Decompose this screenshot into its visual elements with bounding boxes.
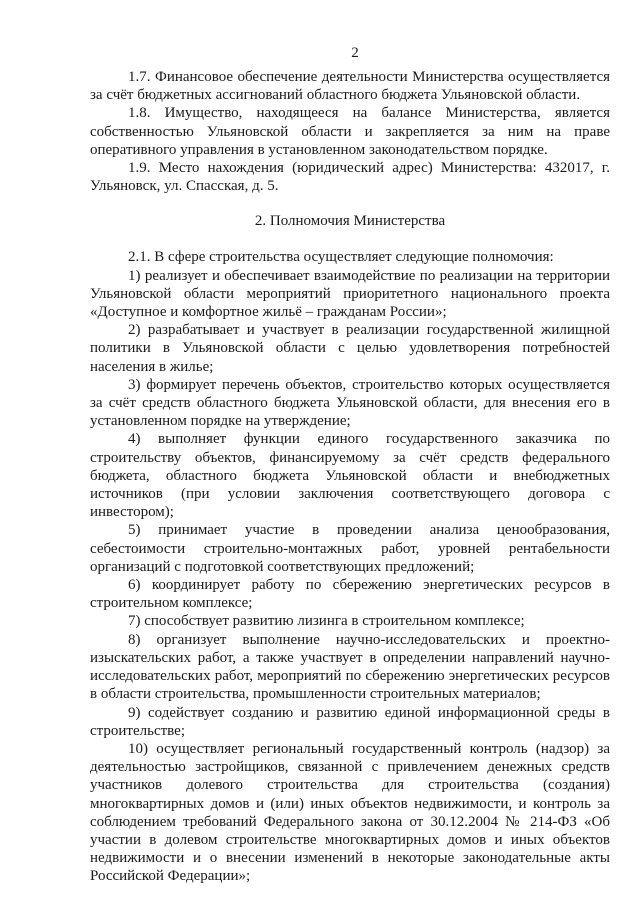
paragraph-2-1: 2.1. В сфере строительства осуществляет следующие полномочия: (128, 249, 554, 266)
list-item-10: 10) осуществляет региональный государственный контроль (надзор) за деятельностью застройщиков, связанной с привлечением денежных средств участников долевого строительства для строительства (создания) многоквартирных домов и (или) иных объектов недвижимости, и контроль за соблюдением требований Федерального закона от 30.12.2004 № 214-ФЗ «Об участии в долевом строительстве многоквартирных домов и иных объектов недвижимости и о внесении изменений в некоторые законодательные акты Российской Федерации»; (90, 740, 610, 885)
paragraph-1-9: 1.9. Место нахождения (юридический адрес) Министерства: 432017, г. Ульяновск, ул. Спасская, д. 5. (90, 160, 610, 195)
list-item-9: 9) содействует созданию и развитию единой информационной среды в строительстве; (90, 704, 610, 739)
list-item-7: 7) способствует развитию лизинга в строительном комплексе; (128, 613, 525, 630)
section-powers (90, 248, 610, 885)
list-item-4: 4) выполняет функции единого государственного заказчика по строительству объектов, финансируемому за счёт средств федерального бюджета, областного бюджета Ульяновской области и внебюджетных источников (при условии заключения соответствующего договора с инвестором); (90, 431, 610, 521)
list-item-1: 1) реализует и обеспечивает взаимодействие по реализации на территории Ульяновской области мероприятий приоритетного национального проекта «Доступное и комфортное жильё – гражданам России»; (90, 267, 610, 321)
list-item-2: 2) разрабатывает и участвует в реализации государственной жилищной политики в Ульяновской области с целью удовлетворения потребностей населения в жилье; (90, 322, 610, 375)
section-heading: 2. Полномочия Министерства (254, 213, 446, 230)
page-number: 2 (351, 45, 359, 61)
list-item-8: 8) организует выполнение научно-исследовательских и проектно-изыскательских работ, а также участвует в определении направлений научно-исследовательских работ, мероприятий по сбережению энергетических ресурсов в области строительства, промышленности строительных материалов; (90, 631, 610, 703)
list-item-3: 3) формирует перечень объектов, строительство которых осуществляется за счёт средств областного бюджета Ульяновской области, для внесения его в установленном порядке на утверждение; (90, 376, 610, 430)
section-general-provisions (90, 68, 610, 195)
paragraph-1-7: 1.7. Финансовое обеспечение деятельности Министерства осуществляется за счёт бюджетных ассигнований областного бюджета Ульяновской области. (90, 69, 610, 104)
list-item-5: 5) принимает участие в проведении анализа ценообразования, себестоимости строительно-монтажных работ, уровней рентабельности организаций с подготовкой соответствующих предложений; (90, 522, 610, 575)
paragraph-1-8: 1.8. Имущество, находящееся на балансе Министерства, является собственностью Ульяновской области и закрепляется за ним на праве оперативного управления в установленном законодательством порядке. (90, 105, 610, 158)
list-item-6: 6) координирует работу по сбережению энергетических ресурсов в строительном комплексе; (90, 577, 610, 612)
